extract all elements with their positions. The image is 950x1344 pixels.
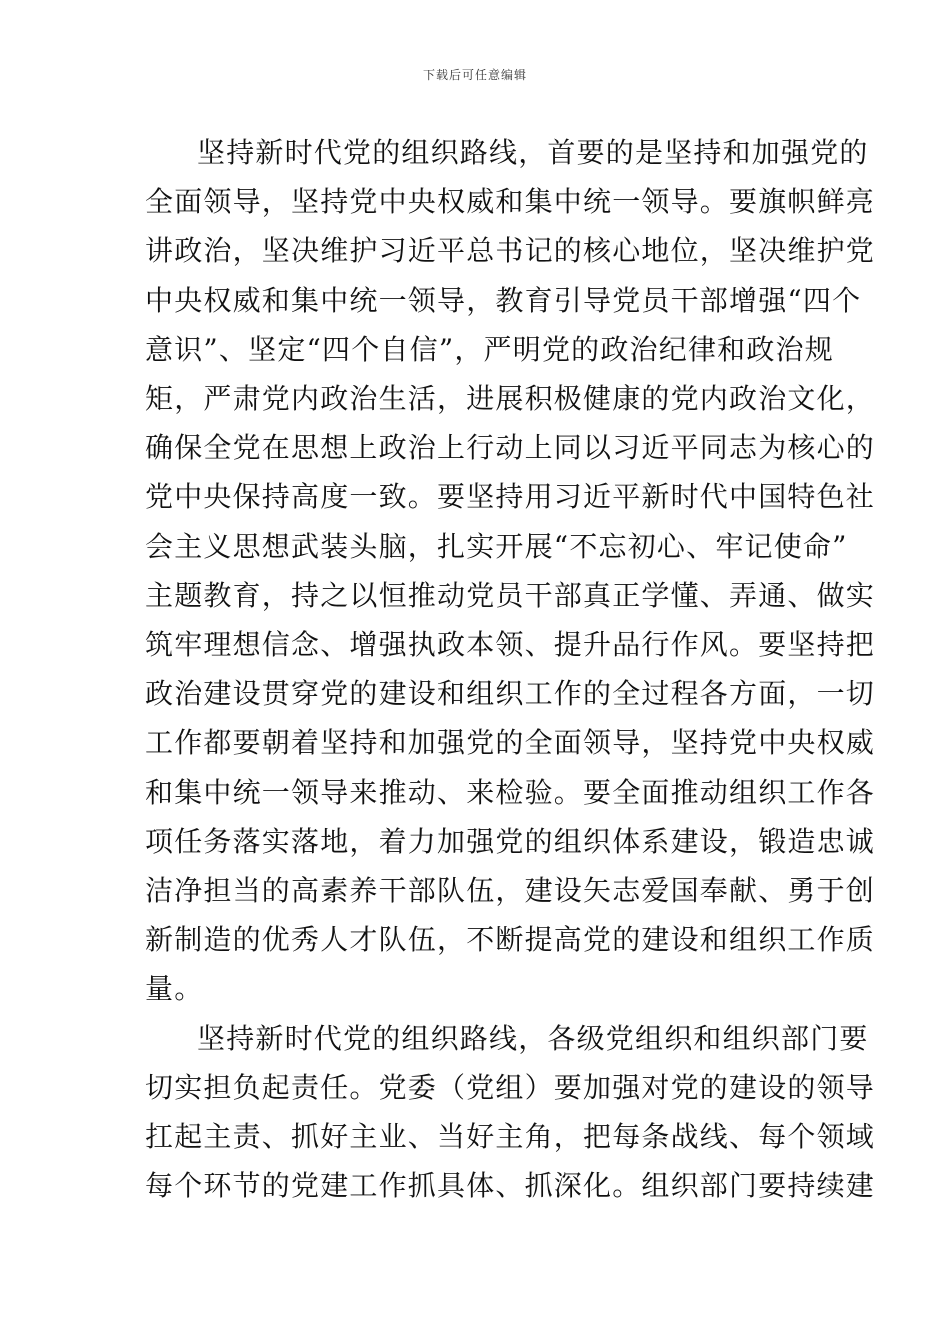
- text-line: 坚持新时代党的组织路线，各级党组织和组织部门要: [197, 1021, 869, 1055]
- document-body: [145, 128, 876, 1210]
- text-line: 新制造的优秀人才队伍，不断提高党的建设和组织工作质: [145, 923, 876, 957]
- text-line: 全面领导，坚持党中央权威和集中统一领导。要旗帜鲜亮: [145, 185, 876, 219]
- text-line: 每个环节的党建工作抓具体、抓深化。组织部门要持续建: [145, 1169, 876, 1203]
- paragraph: [145, 1014, 876, 1211]
- text-line: 扛起主责、抓好主业、当好主角，把每条战线、每个领域: [145, 1120, 876, 1154]
- text-line: 和集中统一领导来推动、来检验。要全面推动组织工作各: [145, 775, 876, 809]
- text-line: 政治建设贯穿党的建设和组织工作的全过程各方面，一切: [145, 677, 876, 711]
- paragraph: [145, 128, 876, 1014]
- text-line: 会主义思想武装头脑，扎实开展“不忘初心、牢记使命”: [145, 529, 848, 563]
- text-line: 项任务落实落地，着力加强党的组织体系建设，锻造忠诚: [145, 824, 876, 858]
- text-line: 坚持新时代党的组织路线，首要的是坚持和加强党的: [197, 136, 869, 169]
- text-line: 党中央保持高度一致。要坚持用习近平新时代中国特色社: [145, 480, 876, 514]
- text-line: 主题教育，持之以恒推动党员干部真正学懂、弄通、做实: [145, 578, 876, 612]
- text-line: 确保全党在思想上政治上行动上同以习近平同志为核心的: [145, 431, 876, 465]
- text-line: 量。: [145, 972, 204, 1006]
- text-line: 中央权威和集中统一领导，教育引导党员干部增强“四个: [145, 283, 862, 317]
- text-line: 筑牢理想信念、增强执政本领、提升品行作风。要坚持把: [145, 628, 876, 662]
- text-line: 讲政治，坚决维护习近平总书记的核心地位，坚决维护党: [145, 234, 876, 268]
- text-line: 工作都要朝着坚持和加强党的全面领导，坚持党中央权威: [145, 726, 876, 760]
- text-line: 意识”、坚定“四个自信”，严明党的政治纪律和政治规: [145, 332, 834, 366]
- text-line: 切实担负起责任。党委（党组）要加强对党的建设的领导: [145, 1070, 876, 1104]
- header-note: 下载后可任意编辑: [422, 68, 527, 82]
- text-line: 矩，严肃党内政治生活，进展积极健康的党内政治文化，: [145, 382, 876, 416]
- text-line: 洁净担当的高素养干部队伍，建设矢志爱国奉献、勇于创: [145, 874, 876, 908]
